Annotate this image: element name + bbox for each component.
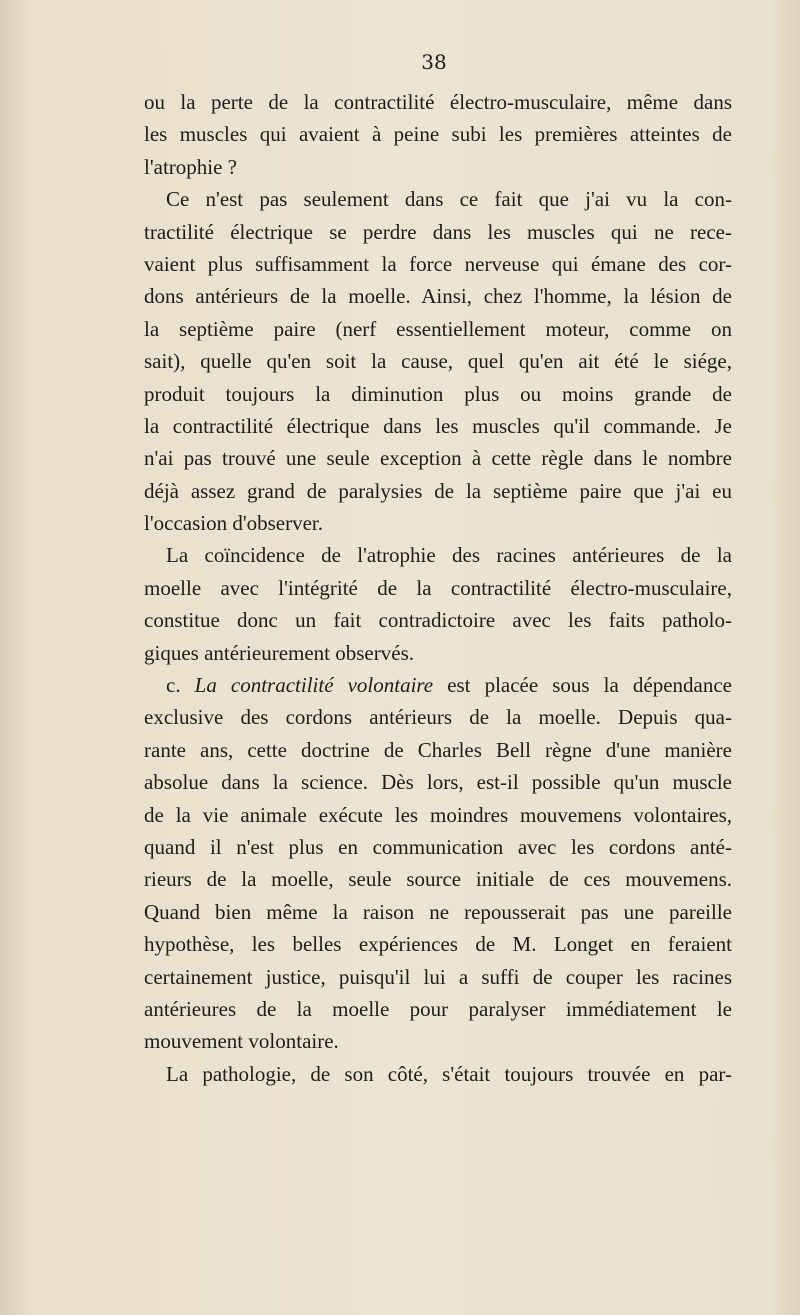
text-line: moelle avec l'intégrité de la contractilité électro-musculaire, <box>144 575 732 600</box>
text-line: certainement justice, puisqu'il lui a suffi de couper les racines <box>144 964 732 989</box>
text-line: sait), quelle qu'en soit la cause, quel qu'en ait été le siége, <box>144 349 732 374</box>
text-line: exclusive des cordons antérieurs de la moelle. Depuis qua- <box>144 705 732 730</box>
text-line: Quand bien même la raison ne repousserait pas une pareille <box>144 899 732 924</box>
text-line: produit toujours la diminution plus ou moins grande de <box>144 381 732 406</box>
text-line <box>144 669 732 701</box>
line-text: est placée sous la dépendance <box>433 673 732 698</box>
text-line: absolue dans la science. Dès lors, est-il possible qu'un muscle <box>144 770 732 795</box>
text-line: de la vie animale exécute les moindres mouvemens volontaires, <box>144 802 732 827</box>
text-line: constitue donc un fait contradictoire avec les faits patholo- <box>144 608 732 633</box>
text-line: Ce n'est pas seulement dans ce fait que j'ai vu la con- <box>166 187 732 212</box>
text-line: tractilité électrique se perdre dans les muscles qui ne rece- <box>144 219 732 244</box>
text-line: les muscles qui avaient à peine subi les premières atteintes de <box>144 122 732 147</box>
text-line: La pathologie, de son côté, s'était toujours trouvée en par- <box>166 1061 732 1086</box>
text-line: déjà assez grand de paralysies de la septième paire que j'ai eu <box>144 478 732 503</box>
text-line: la septième paire (nerf essentiellement moteur, comme on <box>144 316 732 341</box>
text-line: vaient plus suffisamment la force nerveuse qui émane des cor- <box>144 251 732 276</box>
text-line: rieurs de la moelle, seule source initiale de ces mouvemens. <box>144 867 732 892</box>
text-line: La coïncidence de l'atrophie des racines antérieures de la <box>166 543 732 568</box>
italic-phrase: La contractilité volontaire <box>194 673 434 698</box>
text-line: n'ai pas trouvé une seule exception à cette règle dans le nombre <box>144 446 732 471</box>
text-line: mouvement volontaire. <box>144 1029 339 1054</box>
text-line: dons antérieurs de la moelle. Ainsi, chez l'homme, la lésion de <box>144 284 732 309</box>
text-line: quand il n'est plus en communication avec les cordons anté- <box>144 834 732 859</box>
line-prefix: c. <box>166 673 195 698</box>
body-text <box>144 86 732 1090</box>
text-line: antérieures de la moelle pour paralyser immédiatement le <box>144 996 732 1021</box>
text-line: hypothèse, les belles expériences de M. Longet en feraient <box>144 932 732 957</box>
page-number: 38 <box>421 50 447 74</box>
text-line: ou la perte de la contractilité électro-musculaire, même dans <box>144 90 732 114</box>
text-line: giques antérieurement observés. <box>144 640 414 665</box>
text-line: l'occasion d'observer. <box>144 511 324 536</box>
text-line: l'atrophie ? <box>144 154 237 179</box>
text-line: rante ans, cette doctrine de Charles Bell règne d'une manière <box>144 737 732 762</box>
text-line: la contractilité électrique dans les muscles qu'il commande. Je <box>144 413 732 438</box>
